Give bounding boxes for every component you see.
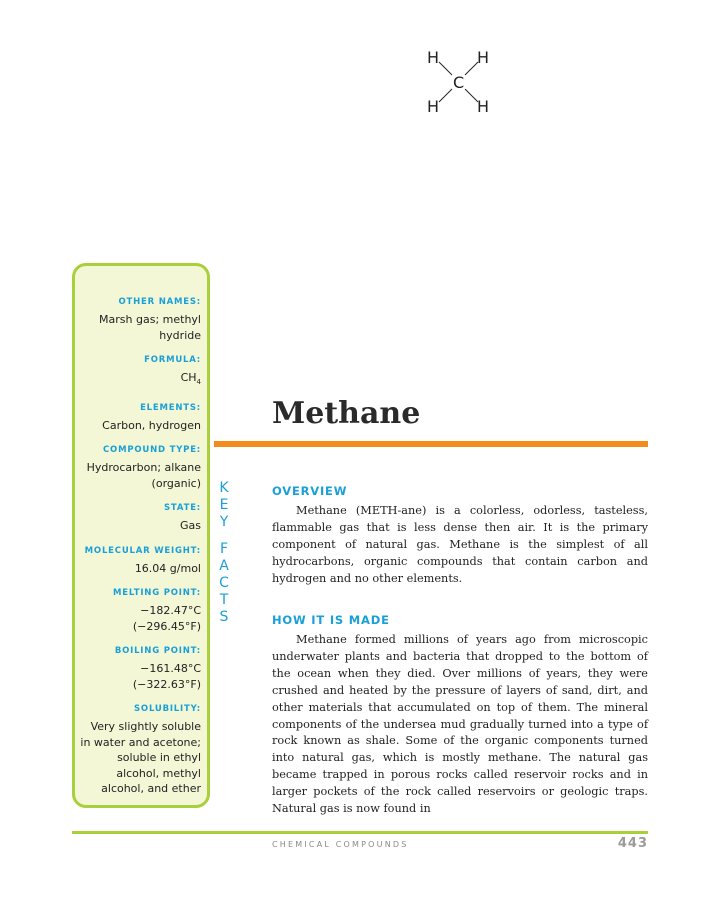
- banner-letter: Y: [219, 514, 229, 530]
- fact-value: Carbon, hydrogen: [102, 418, 201, 432]
- how-made-heading: HOW IT IS MADE: [272, 613, 390, 627]
- banner-letter: K: [219, 480, 229, 496]
- fact-value: [73, 661, 201, 692]
- fact-label: OTHER NAMES:: [118, 297, 201, 307]
- fact-value-line: (−322.63°F): [132, 677, 201, 691]
- fact-value: [73, 460, 201, 491]
- footer-section-title: CHEMICAL COMPOUNDS: [272, 840, 409, 849]
- atom-carbon: C: [453, 73, 465, 92]
- fact-value: [73, 603, 201, 634]
- fact-label: STATE:: [164, 503, 201, 514]
- fact-value-line: (organic): [151, 476, 201, 490]
- fact-value-line: −161.48°C: [140, 662, 201, 676]
- banner-letter: E: [219, 497, 229, 513]
- fact-compound-type: [73, 444, 201, 491]
- banner-spacer: [214, 531, 234, 541]
- fact-label: SOLUBILITY:: [134, 704, 201, 715]
- fact-value-line: Hydrocarbon; alkane: [86, 461, 201, 475]
- banner-letter: S: [219, 609, 229, 625]
- page-number: 443: [617, 836, 648, 851]
- fact-boiling-point: [73, 645, 201, 692]
- atom-hydrogen: H: [427, 48, 440, 67]
- methane-structural-formula: [420, 44, 500, 116]
- fact-label: FORMULA:: [144, 355, 201, 365]
- fact-value-line: alcohol, methyl: [116, 766, 201, 780]
- atom-hydrogen: H: [477, 48, 490, 67]
- page-title: Methane: [272, 396, 421, 431]
- banner-letter: A: [219, 558, 229, 574]
- fact-label: ELEMENTS:: [140, 402, 201, 413]
- fact-value-line: in water and acetone;: [80, 735, 201, 749]
- fact-value-line: alcohol, and ether: [101, 782, 201, 796]
- fact-label: BOILING POINT:: [114, 646, 201, 657]
- overview-paragraph: Methane (METH-ane) is a colorless, odorless, tasteless, flammable gas that is less dense then air. It is the primary component of natural gas. Methane is the simplest of all hydrocarbons, organic compounds that contain carbon and hydrogen and no other elements.: [272, 504, 648, 585]
- key-facts-panel: [72, 263, 210, 808]
- fact-elements: [73, 402, 201, 434]
- fact-label: COMPOUND TYPE:: [103, 445, 201, 456]
- title-divider: [214, 441, 648, 447]
- fact-melting-point: [73, 587, 201, 634]
- fact-value-line: −182.47°C: [140, 604, 201, 618]
- fact-value: [73, 719, 201, 797]
- fact-value-line: (−296.45°F): [132, 619, 201, 633]
- banner-letter: F: [219, 541, 229, 557]
- fact-label: MELTING POINT:: [113, 588, 201, 599]
- key-facts-banner: [214, 480, 234, 650]
- formula-main: CH: [180, 371, 197, 384]
- formula-subscript: 4: [196, 378, 201, 387]
- banner-letter: C: [219, 575, 229, 591]
- fact-value-line: Marsh gas; methyl: [99, 313, 201, 326]
- fact-solubility: [73, 703, 201, 797]
- key-facts-list: [73, 296, 201, 808]
- fact-formula: [73, 354, 201, 391]
- fact-label: MOLECULAR WEIGHT:: [84, 545, 201, 556]
- fact-other-names: [73, 296, 201, 343]
- fact-value-line: soluble in ethyl: [117, 751, 201, 765]
- banner-letter: T: [219, 592, 229, 608]
- fact-value: [73, 370, 201, 391]
- fact-value: Gas: [180, 519, 201, 533]
- overview-heading: OVERVIEW: [272, 484, 348, 498]
- fact-molecular-weight: [73, 545, 201, 577]
- how-made-paragraph: Methane formed millions of years ago from microscopic underwater plants and bacteria that dropped to the bottom of the ocean when they died. Over millions of years, they were crushed and heated by the pressure of layers of sand, dirt, and other materials that accumulated on top of them. The mineral components of the undersea mud gradually turned into a type of rock known as shale. Some of the organic components turned into natural gas, which is mostly methane. The natural gas became trapped in porous rocks called reservoir rocks and in larger pockets of the rock called reservoirs or geologic traps. Natural gas is now found in: [272, 633, 648, 816]
- footer-divider: [72, 831, 648, 834]
- fact-value-line: hydride: [159, 328, 201, 342]
- fact-value: [73, 312, 201, 343]
- fact-value-line: Very slightly soluble: [90, 720, 201, 734]
- fact-state: [73, 502, 201, 534]
- fact-value: 16.04 g/mol: [134, 561, 201, 575]
- atom-hydrogen: H: [427, 97, 440, 116]
- atom-hydrogen: H: [477, 97, 490, 116]
